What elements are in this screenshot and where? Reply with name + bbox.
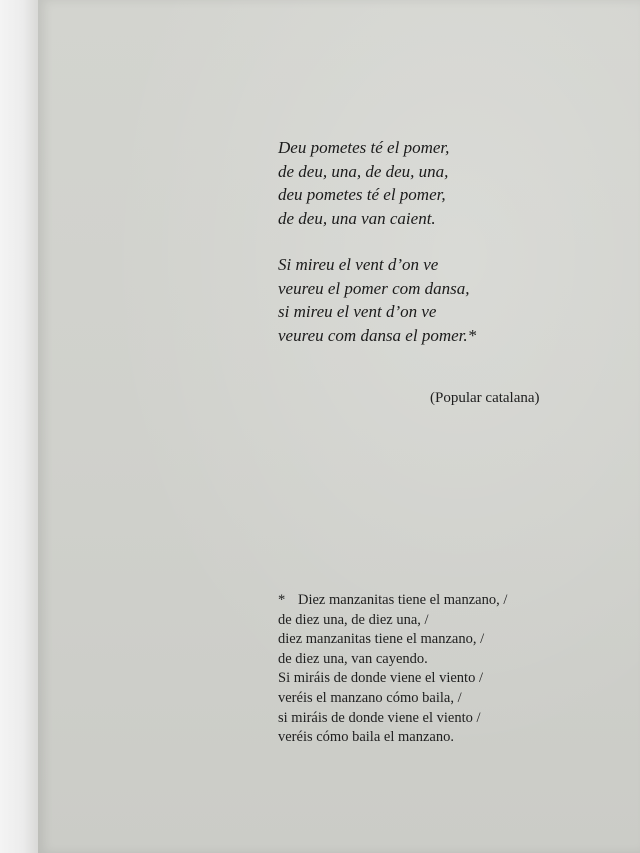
book-page xyxy=(38,0,640,853)
poem-line: si mireu el vent d’on ve xyxy=(278,302,437,321)
poem-line: de deu, una, de deu, una, xyxy=(278,161,449,181)
poem-attribution: (Popular catalana) xyxy=(430,390,540,406)
footnote-line: veréis cómo baila el manzano. xyxy=(278,729,454,746)
footnote-line: veréis el manzano cómo baila, / xyxy=(278,689,462,706)
footnote-line: de diez una, van cayendo. xyxy=(278,650,428,667)
footnote-line: si miráis de donde viene el viento / xyxy=(278,709,481,726)
poem-stanza-1 xyxy=(278,136,476,230)
poem-line: Si mireu el vent d’on ve xyxy=(278,255,439,274)
footnote-line-text: Diez manzanitas tiene el manzano, / xyxy=(298,592,508,608)
poem-line: Deu pometes té el pomer, xyxy=(278,138,450,157)
footnote-line: de diez una, de diez una, / xyxy=(278,611,429,628)
translation-footnote xyxy=(278,591,507,748)
poem-line: de deu, una van caient. xyxy=(278,208,436,228)
footnote-line: Si miráis de donde viene el viento / xyxy=(278,670,483,687)
footnote-line xyxy=(278,591,507,611)
poem-line: veureu el pomer com dansa, xyxy=(278,278,470,298)
footnote-line: diez manzanitas tiene el manzano, / xyxy=(278,631,485,648)
poem-stanza-2 xyxy=(278,253,476,347)
footnote-marker: * xyxy=(278,592,286,608)
poem-line: deu pometes té el pomer, xyxy=(278,185,446,204)
adjacent-page-edge xyxy=(0,0,38,853)
poem-line: veureu com dansa el pomer.* xyxy=(278,325,477,345)
poem xyxy=(278,136,476,347)
